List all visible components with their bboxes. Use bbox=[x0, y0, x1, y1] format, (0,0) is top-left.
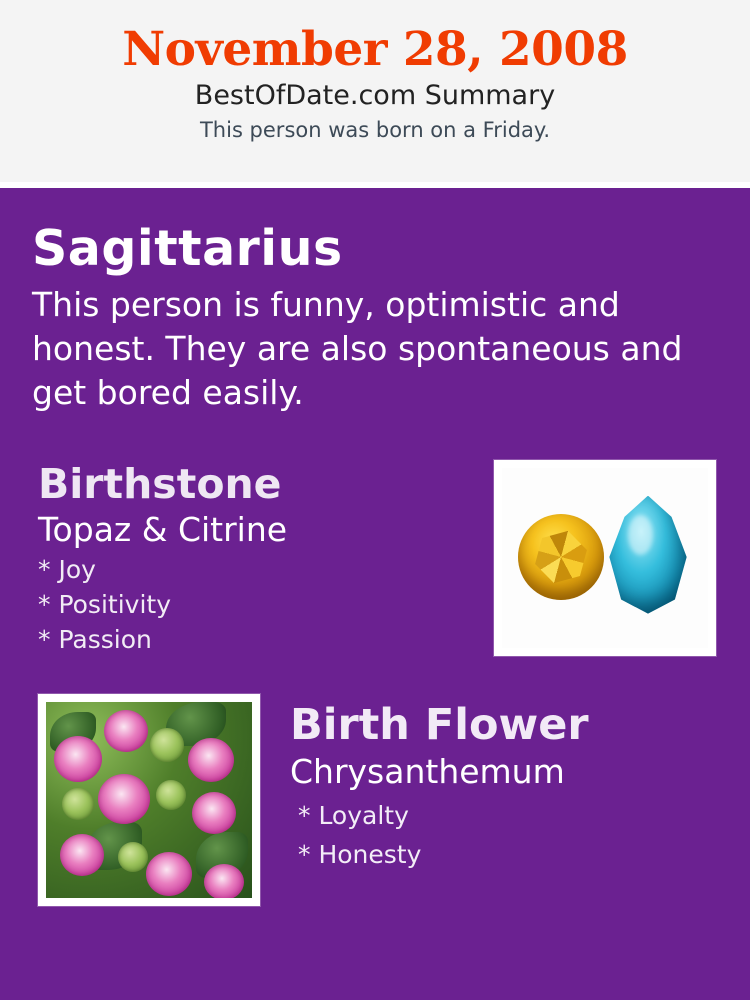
chrysanthemum-bloom bbox=[146, 852, 192, 896]
zodiac-description: This person is funny, optimistic and honest. They are also spontaneous and get bored easily. bbox=[32, 285, 683, 413]
birthstone-trait: * Joy bbox=[38, 554, 96, 584]
chrysanthemum-bloom bbox=[98, 774, 150, 824]
birth-flower-name: Chrysanthemum bbox=[290, 751, 565, 791]
birth-flower-image bbox=[46, 702, 252, 898]
birthstone-names: Topaz & Citrine bbox=[38, 509, 288, 549]
born-on-day-text: This person was born on a Friday. bbox=[199, 118, 551, 143]
birth-flower-image-frame bbox=[38, 694, 260, 906]
birthstone-text-block bbox=[30, 460, 494, 654]
chrysanthemum-bloom bbox=[60, 834, 104, 876]
chrysanthemum-bloom bbox=[54, 736, 102, 782]
birth-flower-heading: Birth Flower bbox=[290, 699, 589, 750]
chrysanthemum-bloom bbox=[104, 710, 148, 752]
chrysanthemum-bloom bbox=[192, 792, 236, 834]
topaz-gem-icon bbox=[606, 496, 690, 614]
birth-flower-text-block bbox=[260, 694, 720, 869]
birthstone-image bbox=[502, 468, 708, 648]
chrysanthemum-bud bbox=[156, 780, 186, 810]
birthstone-trait: * Passion bbox=[38, 624, 152, 654]
card-header bbox=[0, 0, 750, 182]
zodiac-sign-title: Sagittarius bbox=[32, 220, 343, 277]
birthstone-image-frame bbox=[494, 460, 716, 656]
birth-flower-section bbox=[30, 694, 720, 906]
chrysanthemum-bud bbox=[62, 788, 94, 820]
chrysanthemum-bud bbox=[150, 728, 184, 762]
birth-flower-trait: * Honesty bbox=[298, 839, 422, 869]
chrysanthemum-bloom bbox=[188, 738, 234, 782]
chrysanthemum-bud bbox=[118, 842, 148, 872]
birthstone-heading: Birthstone bbox=[38, 459, 282, 508]
birthstone-trait: * Positivity bbox=[38, 589, 171, 619]
page-title: November 28, 2008 bbox=[122, 22, 628, 77]
birth-flower-trait: * Loyalty bbox=[298, 800, 409, 830]
details-panel bbox=[0, 188, 750, 1000]
chrysanthemum-bloom bbox=[204, 864, 244, 898]
citrine-gem-icon bbox=[518, 514, 604, 600]
site-summary-label: BestOfDate.com Summary bbox=[194, 79, 556, 111]
birthstone-section bbox=[30, 460, 720, 656]
